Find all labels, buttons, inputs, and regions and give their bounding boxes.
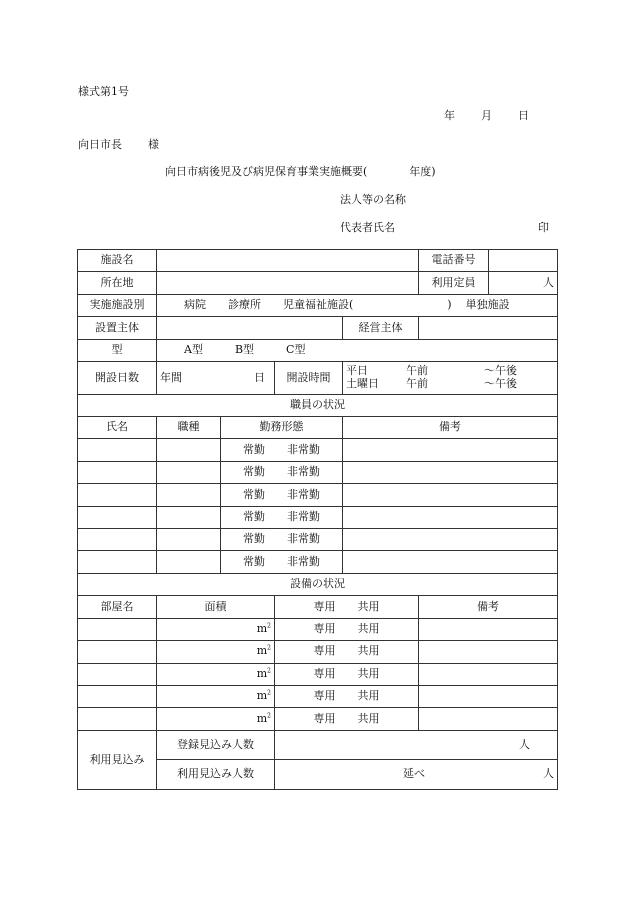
area-unit: m: [256, 689, 268, 703]
founder-label: 設置主体: [78, 317, 157, 339]
row-location: [78, 272, 558, 294]
addressee-line: [78, 139, 159, 150]
users-field[interactable]: [275, 760, 558, 790]
option-dedicated[interactable]: 専用: [313, 711, 336, 725]
row-equipment-header: [78, 596, 558, 618]
equipment-col-area: 面積: [157, 596, 275, 618]
registered-unit: 人: [519, 737, 530, 751]
area-field[interactable]: [157, 685, 275, 707]
option-full-time[interactable]: 常勤: [243, 487, 265, 501]
staff-job-field[interactable]: [157, 529, 221, 551]
equipment-col-remarks: 備考: [419, 596, 558, 618]
option-full-time[interactable]: 常勤: [243, 465, 265, 479]
row-founder: [78, 317, 558, 339]
honorific: 様: [148, 138, 159, 151]
phone-field[interactable]: [489, 250, 558, 272]
area-unit-sup: 2: [267, 622, 271, 630]
option-full-time[interactable]: 常勤: [243, 510, 265, 524]
open-hours-label: 開設時間: [275, 362, 343, 395]
option-hospital[interactable]: 病院: [184, 298, 206, 312]
open-days-field[interactable]: [157, 362, 275, 395]
staff-row: [78, 551, 558, 573]
location-field[interactable]: [157, 272, 419, 294]
option-clinic[interactable]: 診療所: [228, 298, 261, 312]
model-label: 型: [78, 339, 157, 361]
option-model-a[interactable]: A型: [184, 343, 203, 356]
saturday-pm: ～午後: [484, 376, 517, 390]
date-year-label: 年: [444, 109, 455, 122]
staff-employment-field[interactable]: [221, 484, 343, 506]
staff-job-field[interactable]: [157, 506, 221, 528]
saturday-hours-line: [346, 378, 554, 391]
area-field[interactable]: [157, 618, 275, 640]
option-model-b[interactable]: B型: [234, 343, 255, 356]
area-field[interactable]: [157, 663, 275, 685]
option-child-welfare[interactable]: 児童福祉施設(: [283, 298, 354, 312]
application-form-table: [77, 249, 558, 790]
area-unit: m: [256, 711, 268, 725]
option-shared[interactable]: 共用: [357, 622, 380, 636]
row-staff-header: [78, 417, 558, 439]
option-model-c[interactable]: C型: [286, 343, 306, 356]
capacity-field[interactable]: [489, 272, 558, 294]
title-suffix: 年度): [409, 165, 436, 178]
staff-employment-field[interactable]: [221, 439, 343, 461]
equipment-row: [78, 685, 558, 707]
usage-field[interactable]: [275, 641, 419, 663]
location-label: 所在地: [78, 272, 157, 294]
capacity-label: 利用定員: [419, 272, 489, 294]
option-part-time[interactable]: 非常勤: [287, 554, 320, 568]
option-shared[interactable]: 共用: [357, 711, 380, 725]
operator-field[interactable]: [419, 317, 558, 339]
staff-job-field[interactable]: [157, 551, 221, 573]
row-registered: [78, 730, 558, 760]
phone-label: 電話番号: [419, 250, 489, 272]
staff-section-title: 職員の状況: [78, 394, 558, 416]
staff-job-field[interactable]: [157, 461, 221, 483]
operator-label: 経営主体: [343, 317, 419, 339]
child-welfare-close: ): [447, 298, 452, 312]
option-dedicated[interactable]: 専用: [313, 689, 336, 703]
equipment-section-title: 設備の状況: [78, 573, 558, 595]
staff-name-field[interactable]: [78, 439, 157, 461]
option-part-time[interactable]: 非常勤: [287, 510, 320, 524]
equipment-remarks-field[interactable]: [419, 618, 558, 640]
row-staff-title: [78, 394, 558, 416]
area-field[interactable]: [157, 708, 275, 730]
option-dedicated[interactable]: 専用: [313, 666, 336, 680]
equipment-remarks-field[interactable]: [419, 663, 558, 685]
area-unit: m: [256, 644, 268, 658]
title-prefix: 向日市病後児及び病児保育事業実施概要(: [165, 165, 368, 178]
date-line: [444, 110, 529, 121]
option-full-time[interactable]: 常勤: [243, 554, 265, 568]
model-options: [157, 339, 558, 361]
open-days-label: 開設日数: [78, 362, 157, 395]
option-full-time[interactable]: 常勤: [243, 532, 265, 546]
facility-type-label: 実施施設別: [78, 294, 157, 316]
equipment-col-room: 部屋名: [78, 596, 157, 618]
area-unit-sup: 2: [267, 667, 271, 675]
staff-remarks-field[interactable]: [343, 506, 558, 528]
registered-field[interactable]: [275, 730, 558, 760]
area-unit-sup: 2: [267, 644, 271, 652]
area-unit-sup: 2: [267, 712, 271, 720]
option-dedicated[interactable]: 専用: [313, 622, 336, 636]
cumulative-label: 延べ: [403, 767, 425, 781]
usage-field[interactable]: [275, 663, 419, 685]
staff-row: [78, 484, 558, 506]
room-name-field[interactable]: [78, 663, 157, 685]
facility-name-label: 施設名: [78, 250, 157, 272]
area-unit: m: [256, 666, 268, 680]
option-part-time[interactable]: 非常勤: [287, 442, 320, 456]
staff-employment-field[interactable]: [221, 506, 343, 528]
equipment-remarks-field[interactable]: [419, 685, 558, 707]
open-hours-field[interactable]: [343, 362, 558, 395]
capacity-unit: 人: [543, 275, 554, 289]
option-shared[interactable]: 共用: [357, 689, 380, 703]
equipment-remarks-field[interactable]: [419, 708, 558, 730]
users-label: 利用見込み人数: [157, 760, 275, 790]
option-part-time[interactable]: 非常勤: [287, 465, 320, 479]
area-unit: m: [256, 622, 268, 636]
staff-row: [78, 506, 558, 528]
row-opening: [78, 362, 558, 395]
staff-employment-field[interactable]: [221, 529, 343, 551]
staff-row: [78, 439, 558, 461]
staff-job-field[interactable]: [157, 439, 221, 461]
option-full-time[interactable]: 常勤: [243, 442, 265, 456]
staff-employment-field[interactable]: [221, 461, 343, 483]
usage-field[interactable]: [275, 618, 419, 640]
staff-employment-field[interactable]: [221, 551, 343, 573]
founder-field[interactable]: [157, 317, 343, 339]
staff-col-name: 氏名: [78, 417, 157, 439]
row-facility-name: [78, 250, 558, 272]
staff-row: [78, 461, 558, 483]
document-title: [165, 166, 436, 177]
equipment-row: [78, 641, 558, 663]
staff-name-field[interactable]: [78, 461, 157, 483]
usage-field[interactable]: [275, 708, 419, 730]
row-model: [78, 339, 558, 361]
registered-label: 登録見込み人数: [157, 730, 275, 760]
staff-remarks-field[interactable]: [343, 484, 558, 506]
date-day-label: 日: [518, 109, 529, 122]
row-equipment-title: [78, 573, 558, 595]
staff-col-employment: 勤務形態: [221, 417, 343, 439]
option-standalone[interactable]: 単独施設: [465, 298, 510, 312]
weekday-pm: ～午後: [484, 364, 517, 378]
option-part-time[interactable]: 非常勤: [287, 487, 320, 501]
staff-remarks-field[interactable]: [343, 461, 558, 483]
equipment-row: [78, 708, 558, 730]
seal-mark: 印: [538, 221, 549, 234]
days-unit: 日: [254, 370, 265, 384]
staff-name-field[interactable]: [78, 551, 157, 573]
usage-field[interactable]: [275, 685, 419, 707]
addressee: 向日市長: [78, 138, 122, 151]
staff-remarks-field[interactable]: [343, 439, 558, 461]
staff-remarks-field[interactable]: [343, 529, 558, 551]
staff-name-field[interactable]: [78, 484, 157, 506]
weekday-am: 午前: [406, 364, 428, 378]
room-name-field[interactable]: [78, 641, 157, 663]
room-name-field[interactable]: [78, 708, 157, 730]
date-month-label: 月: [481, 109, 492, 122]
staff-job-field[interactable]: [157, 484, 221, 506]
row-facility-type: [78, 294, 558, 316]
staff-name-field[interactable]: [78, 506, 157, 528]
facility-name-field[interactable]: [157, 250, 419, 272]
staff-col-remarks: 備考: [343, 417, 558, 439]
saturday-label: 土曜日: [346, 376, 379, 390]
staff-row: [78, 529, 558, 551]
option-part-time[interactable]: 非常勤: [287, 532, 320, 546]
users-unit: 人: [543, 767, 554, 781]
room-name-field[interactable]: [78, 618, 157, 640]
form-number: 様式第1号: [78, 85, 129, 98]
corporation-name-label: 法人等の名称: [340, 193, 406, 206]
equipment-col-usage: 専用 共用: [275, 596, 419, 618]
equipment-remarks-field[interactable]: [419, 641, 558, 663]
option-shared[interactable]: 共用: [357, 644, 380, 658]
room-name-field[interactable]: [78, 685, 157, 707]
staff-remarks-field[interactable]: [343, 551, 558, 573]
annual-label: 年間: [160, 370, 182, 384]
area-field[interactable]: [157, 641, 275, 663]
area-unit-sup: 2: [267, 689, 271, 697]
equipment-row: [78, 663, 558, 685]
representative-label: 代表者氏名: [340, 221, 395, 234]
option-dedicated[interactable]: 専用: [313, 644, 336, 658]
usage-label: 利用見込み: [78, 730, 157, 789]
weekday-label: 平日: [346, 364, 368, 378]
option-shared[interactable]: 共用: [357, 666, 380, 680]
staff-name-field[interactable]: [78, 529, 157, 551]
staff-col-job: 職種: [157, 417, 221, 439]
equipment-row: [78, 618, 558, 640]
facility-type-options: [157, 294, 558, 316]
saturday-am: 午前: [406, 376, 428, 390]
